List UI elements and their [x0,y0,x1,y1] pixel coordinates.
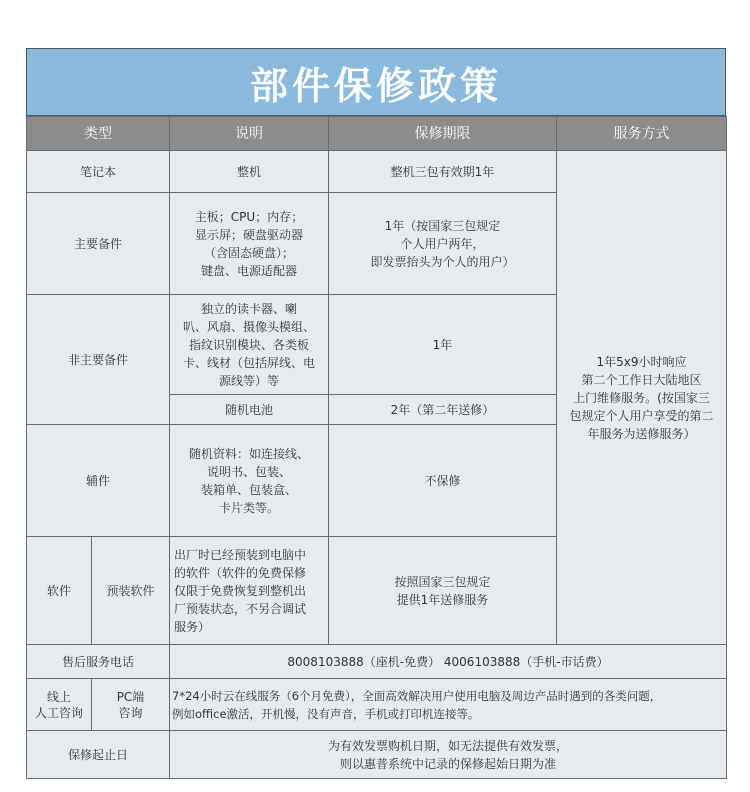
header-period: 保修期限 [329,117,557,151]
main-parts-type: 主要备件 [27,193,170,295]
software-desc: 出厂时已经预装到电脑中 的软件（软件的免费保修 仅限于免费恢复到整机出 厂预装状态，不另合调试 服务） [170,537,329,645]
laptop-period: 整机三包有效期1年 [329,151,557,193]
row-laptop [27,151,727,193]
warranty-start-label: 保修起止日 [27,731,170,779]
main-parts-period: 1年（按国家三包规定 个人用户两年， 即发票抬头为个人的用户） [329,193,557,295]
battery-period: 2年（第二年送修） [329,395,557,425]
header-service: 服务方式 [557,117,727,151]
accessories-type: 辅件 [27,425,170,537]
minor-parts-type: 非主要备件 [27,295,170,425]
laptop-desc: 整机 [170,151,329,193]
minor-parts-period: 1年 [329,295,557,395]
row-after-sales [27,645,727,679]
header-type: 类型 [27,117,170,151]
after-sales-label: 售后服务电话 [27,645,170,679]
battery-desc: 随机电池 [170,395,329,425]
after-sales-phone: 8008103888（座机-免费） 4006103888（手机-市话费） [170,645,727,679]
accessories-period: 不保修 [329,425,557,537]
header-row [27,117,727,151]
online-service-desc: 7*24小时云在线服务（6个月免费），全面高效解决用户使用电脑及周边产品时遇到的各类问题， 例如office激活，开机慢，没有声音，手机或打印机连接等。 [170,679,727,731]
online-sublabel: PC端 咨询 [92,679,170,731]
warranty-policy-table [26,116,727,779]
online-label: 线上 人工咨询 [27,679,92,731]
warranty-start-desc: 为有效发票购机日期，如无法提供有效发票， 则以惠普系统中记录的保修起始日期为准 [170,731,727,779]
minor-parts-desc: 独立的读卡器、喇 叭、风扇、摄像头模组、 指纹识别模块、各类板 卡、线材（包括屏线、电 源线等）等 [170,295,329,395]
laptop-type: 笔记本 [27,151,170,193]
page-title: 部件保修政策 [249,63,502,108]
accessories-desc: 随机资料：如连接线、 说明书、包装、 装箱单、包装盒、 卡片类等。 [170,425,329,537]
title-banner [26,48,726,116]
row-online [27,679,727,731]
software-type: 软件 [27,537,92,645]
software-period: 按照国家三包规定 提供1年送修服务 [329,537,557,645]
main-parts-desc: 主板；CPU；内存； 显示屏；硬盘驱动器 （含固态硬盘）； 键盘、电源适配器 [170,193,329,295]
service-method: 1年5x9小时响应 第二个工作日大陆地区 上门维修服务。(按国家三 包规定个人用户享受的第二 年服务为送修服务） [557,151,727,645]
software-subtype: 预装软件 [92,537,170,645]
row-warranty-start [27,731,727,779]
header-desc: 说明 [170,117,329,151]
